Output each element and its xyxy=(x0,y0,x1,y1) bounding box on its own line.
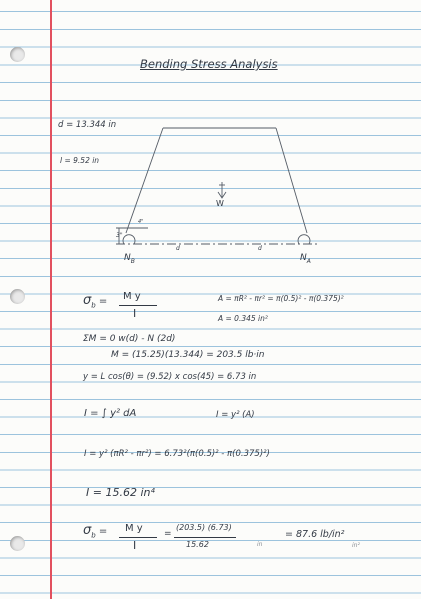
stress-formula-lhs: $\sigma_b$ = xyxy=(83,293,108,310)
stress-formula-bar xyxy=(119,305,157,306)
substituted-numerator: (203.5) (6.73) xyxy=(176,523,232,532)
load-label: W xyxy=(216,199,224,208)
area-formula: A = πR² - πr² = π(0.5)² - π(0.375)² xyxy=(218,294,344,303)
left-reaction-sub: B xyxy=(130,257,135,265)
left-support xyxy=(123,235,135,244)
left-reaction-symbol: N xyxy=(124,253,131,263)
inertia-definition: I = ∫ y² dA xyxy=(84,408,137,419)
right-reaction-label xyxy=(300,254,311,265)
stress-formula-numerator: M y xyxy=(123,291,141,302)
inertia-result: I = 15.62 in⁴ xyxy=(86,486,155,499)
final-sigma-sub: b xyxy=(91,531,96,540)
substituted-denominator-unit: in xyxy=(257,541,263,548)
inertia-expansion: I = y² (πR² - πr²) = 6.73²(π(0.5)² - π(0.375)²) xyxy=(84,449,270,459)
left-reaction-label xyxy=(124,254,135,265)
substituted-denominator: 15.62 xyxy=(186,540,209,549)
area-result: A = 0.345 in² xyxy=(218,314,268,323)
substituted-fraction-bar xyxy=(174,537,236,538)
given-l: l = 9.52 in xyxy=(60,156,100,165)
stress-formula-denominator: I xyxy=(133,307,137,320)
sigma-symbol: σ xyxy=(83,293,92,308)
moment-sum: ΣM = 0 w(d) - N (2d) xyxy=(83,334,176,344)
final-numerator: M y xyxy=(125,523,143,534)
given-d: d = 13.344 in xyxy=(58,120,117,130)
dimension-label-b: 4" xyxy=(138,219,144,225)
final-result: = 87.6 lb/in² xyxy=(285,529,345,540)
dimension-label-a: 3" xyxy=(116,232,123,239)
final-result-note: in² xyxy=(352,542,360,549)
truss-left-member xyxy=(126,128,163,233)
span-label-left: d xyxy=(176,245,180,252)
right-support xyxy=(298,235,310,244)
distance-y: y = L cos(θ) = (9.52) x cos(45) = 6.73 in xyxy=(83,372,257,382)
truss-right-member xyxy=(276,128,307,233)
span-label-right: d xyxy=(258,245,262,252)
max-moment: M = (15.25)(13.344) = 203.5 lb·in xyxy=(111,350,265,360)
final-denominator: I xyxy=(133,539,137,552)
right-reaction-sub: A xyxy=(306,257,311,265)
final-stress-lhs: $\sigma_b$ = xyxy=(83,523,108,540)
final-sigma-symbol: σ xyxy=(83,523,92,538)
inertia-alternate: I = y² (A) xyxy=(216,410,255,420)
final-equals: = xyxy=(164,529,172,539)
page-title: Bending Stress Analysis xyxy=(140,57,278,71)
right-reaction-symbol: N xyxy=(300,253,307,263)
sigma-sub: b xyxy=(91,301,96,310)
final-fraction-bar xyxy=(119,537,157,538)
